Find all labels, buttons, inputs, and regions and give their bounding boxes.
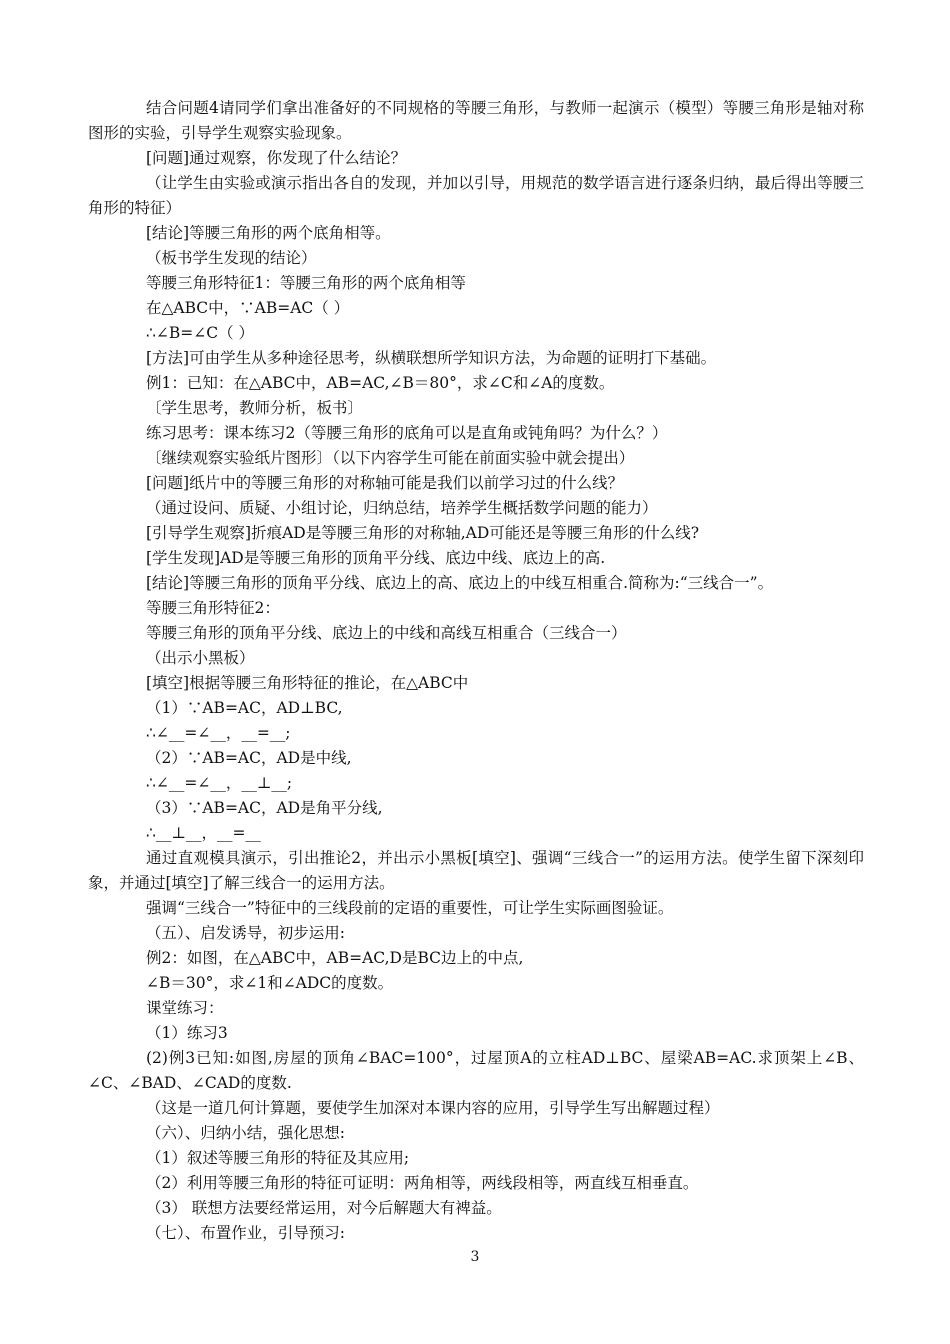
- paragraph: [结论]等腰三角形的两个底角相等。: [146, 224, 391, 242]
- paragraph: 例1：已知：在△ABC中，AB=AC,∠B＝80°，求∠C和∠A的度数。: [146, 374, 615, 392]
- paragraph: [引导学生观察]折痕AD是等腰三角形的对称轴,AD可能还是等腰三角形的什么线?: [146, 524, 700, 542]
- paragraph: （六）、归纳小结，强化思想:: [146, 1124, 345, 1142]
- paragraph: （3）∵AB=AC，AD是角平分线,: [146, 799, 383, 817]
- paragraph: （板书学生发现的结论）: [146, 249, 317, 267]
- paragraph: 〔继续观察实验纸片图形〕（以下内容学生可能在前面实验中就会提出）: [146, 449, 635, 467]
- paragraph: 通过直观模具演示，引出推论2，并出示小黑板[填空]、强调“三线合一”的运用方法。使学生留下深刻印象，并通过[填空]了解三线合一的运用方法。: [88, 849, 864, 892]
- page-number: 3: [470, 1249, 480, 1265]
- paragraph: 结合问题4请同学们拿出准备好的不同规格的等腰三角形，与教师一起演示（模型）等腰三角形是轴对称图形的实验，引导学生观察实验现象。: [88, 99, 864, 142]
- paragraph: 等腰三角形特征2：: [146, 599, 280, 617]
- paragraph: （通过设问、质疑、小组讨论，归纳总结，培养学生概括数学问题的能力）: [146, 499, 658, 517]
- paragraph: ∠B＝30°，求∠1和∠ADC的度数。: [146, 974, 394, 992]
- paragraph: （五）、启发诱导，初步运用:: [146, 924, 345, 942]
- paragraph: （1）叙述等腰三角形的特征及其应用;: [146, 1149, 410, 1167]
- paragraph: （1）练习3: [146, 1024, 228, 1042]
- paragraph: ∴∠B=∠C（ ）: [146, 324, 255, 342]
- paragraph: （2）∵AB=AC，AD是中线,: [146, 749, 352, 767]
- paragraph: （出示小黑板）: [146, 649, 255, 667]
- paragraph: 练习思考：课本练习2（等腰三角形的底角可以是直角或钝角吗？为什么？）: [146, 424, 668, 442]
- paragraph: ∴__⊥__，__=__: [146, 824, 261, 842]
- paragraph: 课堂练习：: [146, 999, 224, 1017]
- document-body: [88, 96, 864, 1246]
- paragraph: 例2：如图，在△ABC中，AB=AC,D是BC边上的中点,: [146, 949, 524, 967]
- paragraph: [问题]通过观察，你发现了什么结论？: [146, 149, 407, 167]
- paragraph: （让学生由实验或演示指出各自的发现，并加以引导，用规范的数学语言进行逐条归纳，最后得出等腰三角形的特征）: [88, 174, 864, 217]
- paragraph: （七）、布置作业，引导预习:: [146, 1224, 345, 1242]
- paragraph: 等腰三角形特征1：等腰三角形的两个底角相等: [146, 274, 466, 292]
- paragraph: 等腰三角形的顶角平分线、底边上的中线和高线互相重合（三线合一）: [146, 624, 627, 642]
- paragraph: [学生发现]AD是等腰三角形的顶角平分线、底边中线、底边上的高.: [146, 549, 606, 567]
- paragraph: （3） 联想方法要经常运用，对今后解题大有裨益。: [146, 1199, 502, 1217]
- paragraph: [方法]可由学生从多种途径思考，纵横联想所学知识方法，为命题的证明打下基础。: [146, 349, 717, 367]
- paragraph: 〔学生思考，教师分析，板书〕: [146, 399, 364, 417]
- paragraph: ∴∠__=∠__，__=__;: [146, 724, 291, 742]
- paragraph: ∴∠__=∠__，__⊥__;: [146, 774, 293, 792]
- paragraph: 在△ABC中，∵AB=AC（ ）: [146, 299, 350, 317]
- paragraph: [问题]纸片中的等腰三角形的对称轴可能是我们以前学习过的什么线？: [146, 474, 624, 492]
- paragraph: （2）利用等腰三角形的特征可证明：两角相等，两线段相等，两直线互相垂直。: [146, 1174, 699, 1192]
- paragraph: [填空]根据等腰三角形特征的推论，在△ABC中: [146, 674, 469, 692]
- paragraph: （这是一道几何计算题，要使学生加深对本课内容的应用，引导学生写出解题过程）: [146, 1099, 720, 1117]
- paragraph: (2)例3已知:如图,房屋的顶角∠BAC=100°，过屋顶A的立柱AD⊥BC、屋梁AB=AC.求顶架上∠B、∠C、∠BAD、∠CAD的度数.: [88, 1049, 864, 1092]
- paragraph: 强调“三线合一”特征中的三线段前的定语的重要性，可让学生实际画图验证。: [146, 899, 674, 917]
- paragraph: [结论]等腰三角形的顶角平分线、底边上的高、底边上的中线互相重合.简称为:“三线合一”。: [146, 574, 774, 592]
- paragraph: （1）∵AB=AC，AD⊥BC,: [146, 699, 343, 717]
